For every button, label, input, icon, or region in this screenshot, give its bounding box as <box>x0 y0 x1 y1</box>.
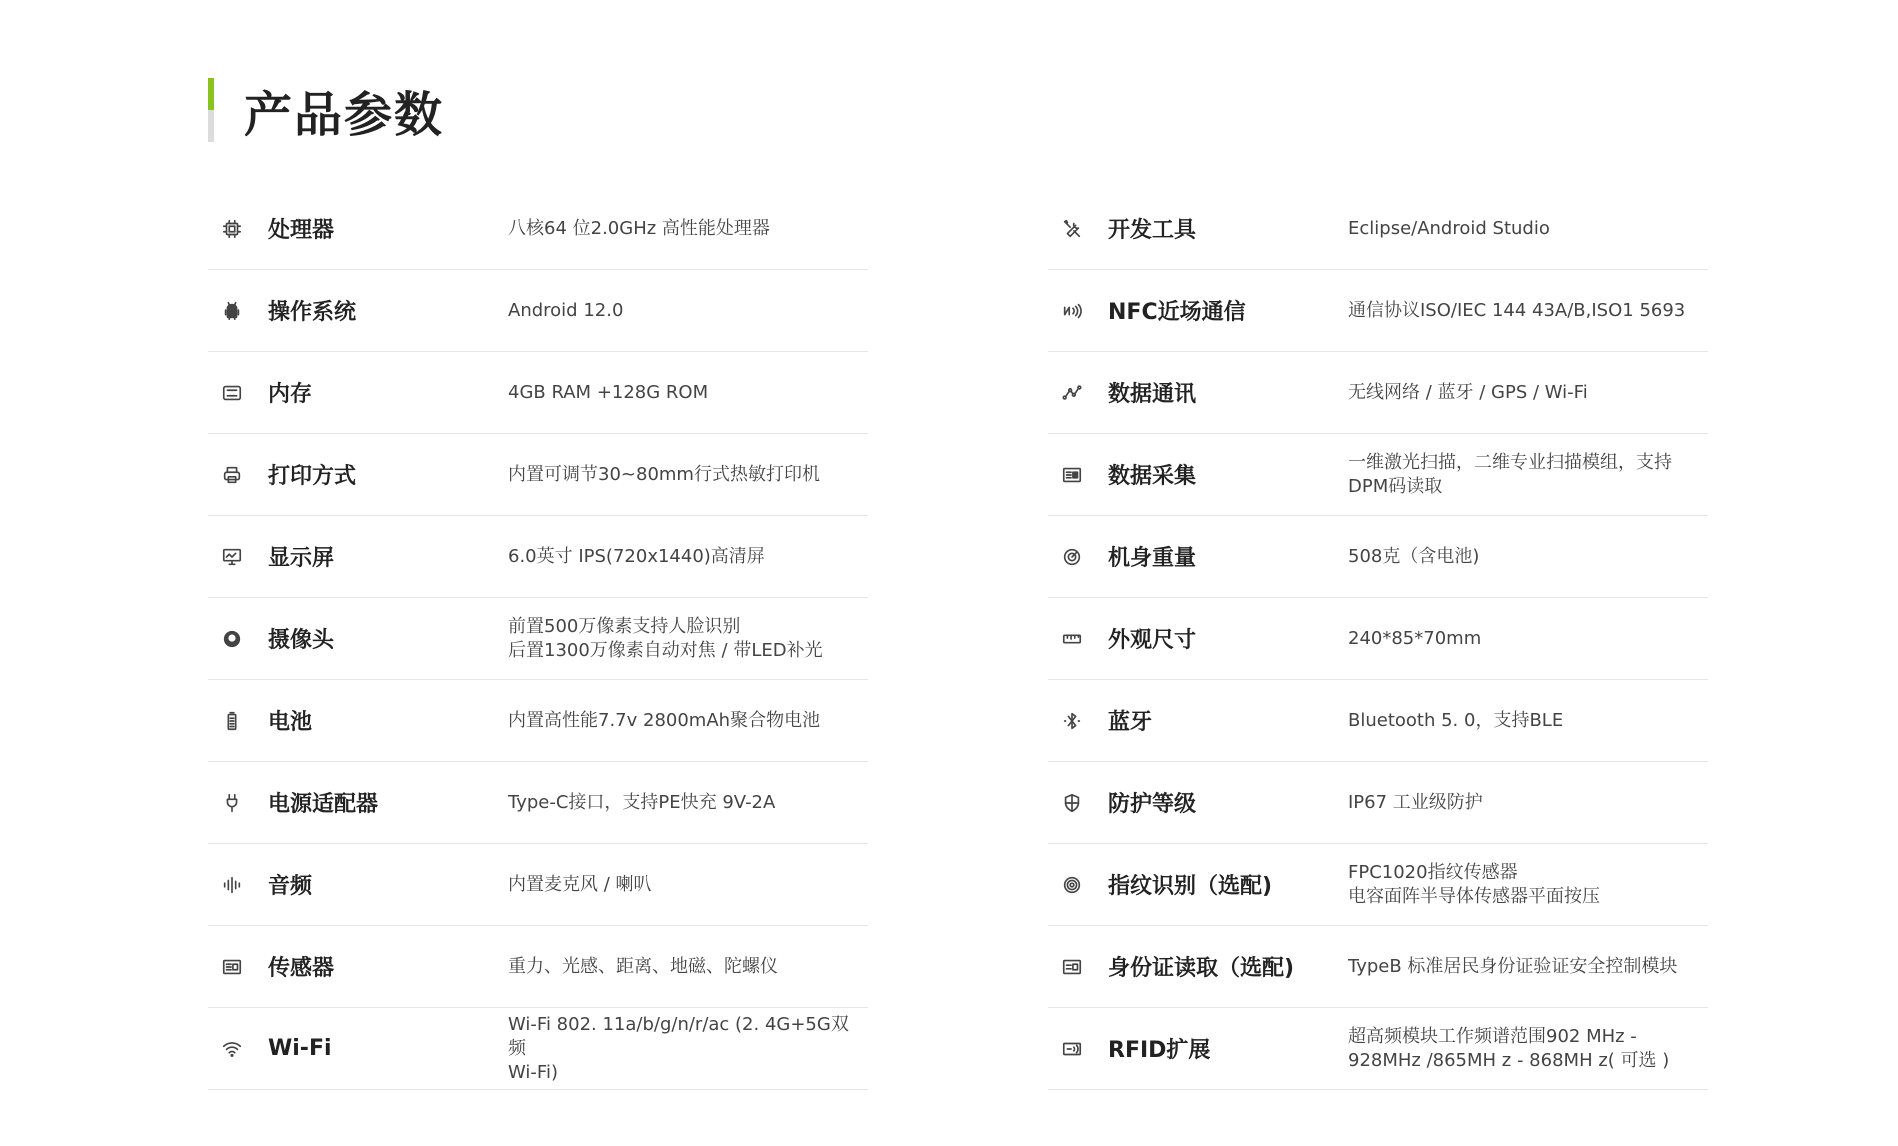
spec-value <box>1348 955 1708 979</box>
title-accent-bar <box>208 78 214 142</box>
android-icon <box>220 299 244 323</box>
spec-label: 机身重量 <box>1108 546 1197 571</box>
spec-label: 防护等级 <box>1108 792 1197 817</box>
spec-label: 数据通讯 <box>1108 382 1197 407</box>
spec-row <box>1048 598 1708 680</box>
wifi-icon <box>220 1037 244 1061</box>
cpu-icon <box>220 217 244 241</box>
spec-label: Wi-Fi <box>268 1036 332 1061</box>
spec-value <box>508 615 868 663</box>
spec-label: 指纹识别（选配) <box>1108 874 1273 899</box>
display-icon <box>220 545 244 569</box>
spec-label: 电源适配器 <box>268 792 379 817</box>
spec-value-line: 内置可调节30~80mm行式热敏打印机 <box>508 463 820 485</box>
spec-row <box>1048 434 1708 516</box>
spec-value-line: 通信协议ISO/IEC 144 43A/B,ISO1 5693 <box>1348 299 1686 321</box>
spec-row <box>208 762 868 844</box>
spec-value <box>508 545 868 569</box>
spec-value-line: 重力、光感、距离、地磁、陀螺仪 <box>508 955 778 977</box>
spec-value <box>508 1013 868 1085</box>
spec-row <box>208 598 868 680</box>
memory-icon <box>220 381 244 405</box>
spec-value-line: Bluetooth 5. 0，支持BLE <box>1348 709 1564 731</box>
weight-icon <box>1060 545 1084 569</box>
scanner-icon <box>1060 463 1084 487</box>
spec-label: 处理器 <box>268 218 335 243</box>
spec-row <box>1048 844 1708 926</box>
spec-value-line: IP67 工业级防护 <box>1348 791 1483 813</box>
sensor-icon <box>220 955 244 979</box>
printer-icon <box>220 463 244 487</box>
spec-label: 身份证读取（选配) <box>1108 956 1295 981</box>
spec-value-line: 4GB RAM +128G ROM <box>508 381 709 403</box>
spec-value-line: 内置麦克风 / 喇叭 <box>508 873 652 895</box>
spec-row <box>1048 188 1708 270</box>
fingerprint-icon <box>1060 873 1084 897</box>
spec-value-line: 240*85*70mm <box>1348 627 1482 649</box>
spec-value <box>508 873 868 897</box>
spec-value-line: 508克（含电池) <box>1348 545 1480 567</box>
spec-value-line: Type-C接口，支持PE快充 9V-2A <box>508 791 776 813</box>
spec-label: 传感器 <box>268 956 335 981</box>
spec-value-line: 无线网络 / 蓝牙 / GPS / Wi-Fi <box>1348 381 1588 403</box>
spec-row <box>1048 270 1708 352</box>
spec-value <box>1348 791 1708 815</box>
spec-label: 显示屏 <box>268 546 335 571</box>
spec-row <box>208 844 868 926</box>
spec-value-line: 前置500万像素支持人脸识别 <box>508 615 741 637</box>
spec-label: NFC近场通信 <box>1108 300 1246 325</box>
spec-value <box>1348 1025 1708 1073</box>
spec-row <box>1048 680 1708 762</box>
spec-value-line: Wi-Fi) <box>508 1061 558 1083</box>
spec-row <box>208 516 868 598</box>
spec-label: 打印方式 <box>268 464 357 489</box>
battery-icon <box>220 709 244 733</box>
spec-value-line: TypeB 标准居民身份证验证安全控制模块 <box>1348 955 1678 977</box>
camera-icon <box>220 627 244 651</box>
spec-value <box>1348 299 1708 323</box>
spec-label: 摄像头 <box>268 628 335 653</box>
bluetooth-icon <box>1060 709 1084 733</box>
spec-value <box>1348 709 1708 733</box>
plug-icon <box>220 791 244 815</box>
spec-value <box>1348 545 1708 569</box>
spec-value-line: Eclipse/Android Studio <box>1348 217 1550 239</box>
nfc-icon <box>1060 299 1084 323</box>
spec-row <box>208 188 868 270</box>
page-title: 产品参数 <box>244 86 445 143</box>
spec-row <box>1048 516 1708 598</box>
spec-value <box>508 791 868 815</box>
spec-value-line: 6.0英寸 IPS(720x1440)高清屏 <box>508 545 765 567</box>
spec-row <box>208 1008 868 1090</box>
spec-value-line: FPC1020指纹传感器 <box>1348 861 1518 883</box>
spec-value <box>508 709 868 733</box>
spec-value-line: DPM码读取 <box>1348 475 1443 497</box>
spec-label: RFID扩展 <box>1108 1038 1211 1063</box>
spec-value <box>508 217 868 241</box>
spec-list-left <box>208 188 868 1090</box>
spec-label: 操作系统 <box>268 300 357 325</box>
spec-label: 电池 <box>268 710 313 735</box>
spec-value-line: 内置高性能7.7v 2800mAh聚合物电池 <box>508 709 821 731</box>
data-link-icon <box>1060 381 1084 405</box>
spec-row <box>208 680 868 762</box>
spec-value-line: Android 12.0 <box>508 299 624 321</box>
spec-value <box>508 381 868 405</box>
shield-icon <box>1060 791 1084 815</box>
tools-icon <box>1060 217 1084 241</box>
spec-row <box>1048 762 1708 844</box>
spec-row <box>208 270 868 352</box>
section-title <box>208 78 444 142</box>
spec-row <box>208 926 868 1008</box>
spec-row <box>208 352 868 434</box>
spec-label: 外观尺寸 <box>1108 628 1197 653</box>
spec-row <box>1048 926 1708 1008</box>
spec-row <box>1048 1008 1708 1090</box>
spec-label: 音频 <box>268 874 313 899</box>
spec-value <box>1348 217 1708 241</box>
spec-value <box>1348 451 1708 499</box>
spec-value-line: 后置1300万像素自动对焦 / 带LED补光 <box>508 639 823 661</box>
audio-wave-icon <box>220 873 244 897</box>
spec-value <box>1348 627 1708 651</box>
id-card-icon <box>1060 955 1084 979</box>
rfid-icon <box>1060 1037 1084 1061</box>
spec-row <box>208 434 868 516</box>
spec-value <box>508 299 868 323</box>
spec-value <box>1348 861 1708 909</box>
spec-value-line: 电容面阵半导体传感器平面按压 <box>1348 885 1600 907</box>
spec-value-line: 一维激光扫描，二维专业扫描模组，支持 <box>1348 451 1672 473</box>
spec-value-line: Wi-Fi 802. 11a/b/g/n/r/ac (2. 4G+5G双频 <box>508 1013 849 1059</box>
spec-label: 内存 <box>268 382 313 407</box>
spec-label: 蓝牙 <box>1108 710 1153 735</box>
spec-value <box>1348 381 1708 405</box>
spec-value <box>508 955 868 979</box>
spec-value <box>508 463 868 487</box>
spec-value-line: 超高频模块工作频谱范围902 MHz - <box>1348 1025 1637 1047</box>
ruler-icon <box>1060 627 1084 651</box>
spec-row <box>1048 352 1708 434</box>
spec-value-line: 八核64 位2.0GHz 高性能处理器 <box>508 217 770 239</box>
spec-value-line: 928MHz /865MH z - 868MH z( 可选 ) <box>1348 1049 1670 1071</box>
spec-label: 数据采集 <box>1108 464 1197 489</box>
spec-label: 开发工具 <box>1108 218 1197 243</box>
spec-list-right <box>1048 188 1708 1090</box>
